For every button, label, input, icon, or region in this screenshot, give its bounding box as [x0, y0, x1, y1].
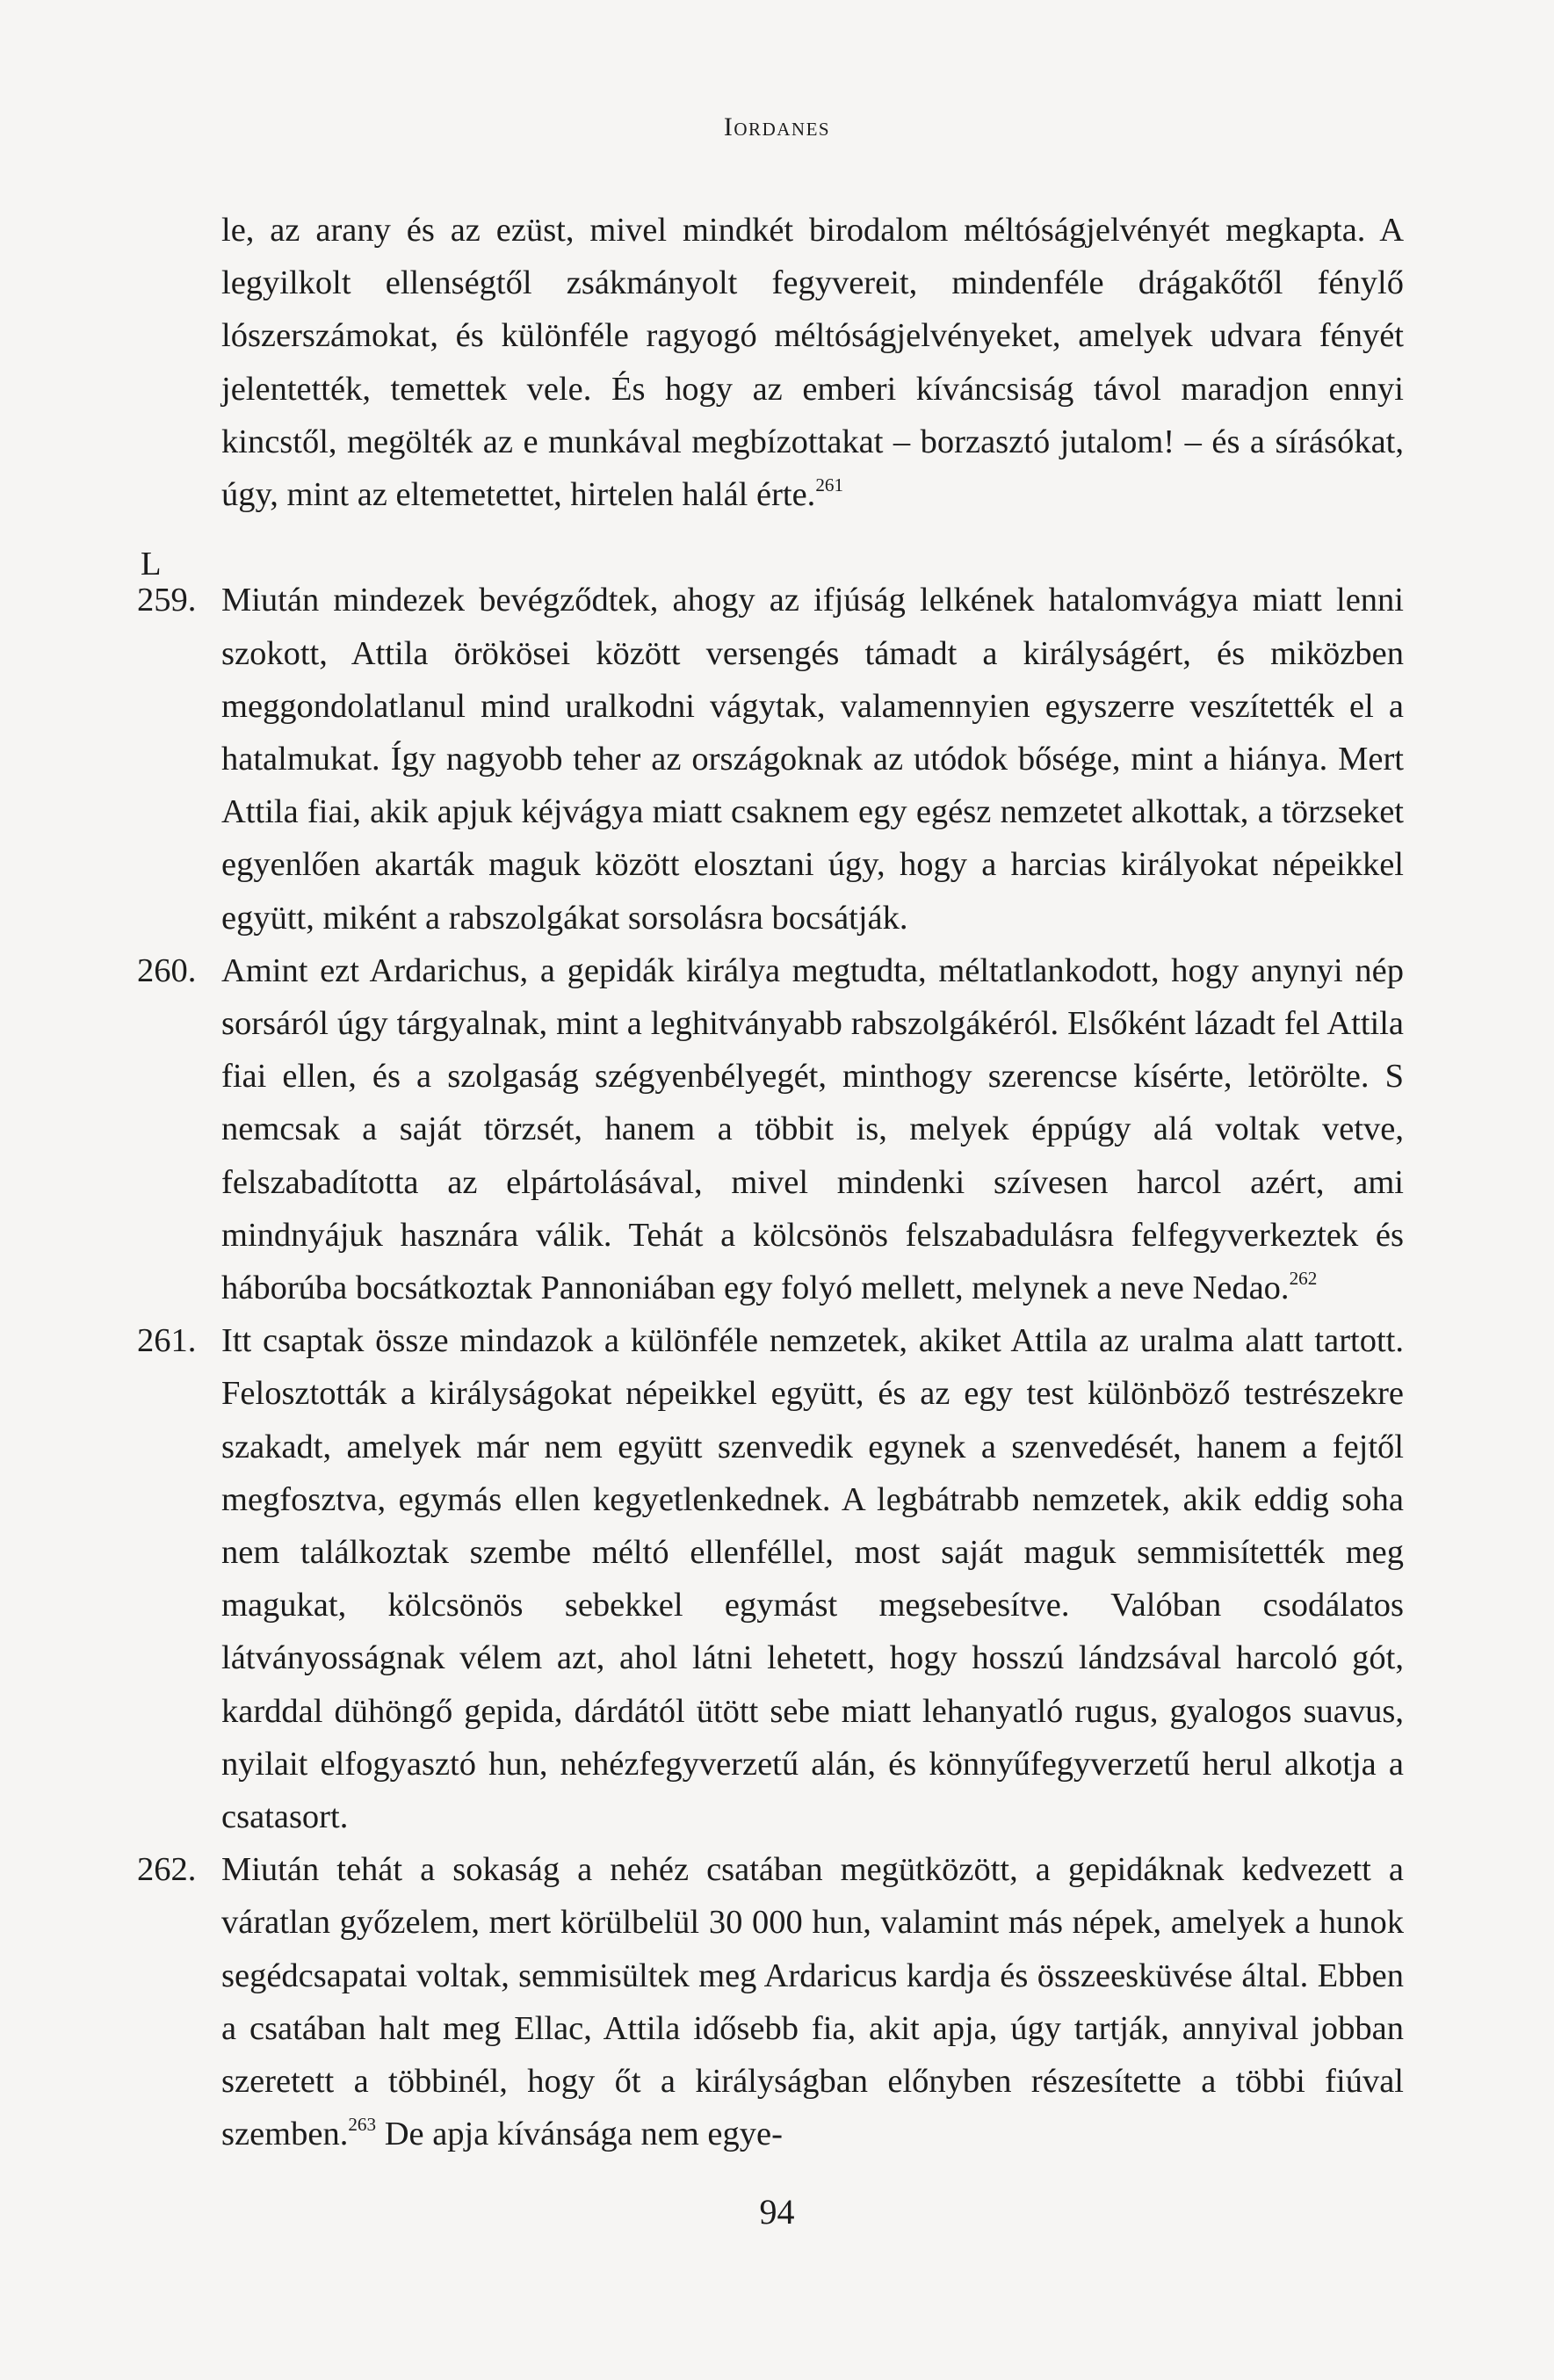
paragraph-text: Amint ezt Ardarichus, a gepidák királya megtudta, méltatlankodott, hogy anynyi nép sorsáról úgy tárgyalnak, mint a leghitványabb rabszolgákéról. Elsőként lázadt fel Attila fiai ellen, és a szolgaság szégyenbélyegét, minthogy szerencse kísérte, letörölte. S nemcsak a saját törzsét, hanem a többit is, melyek éppúgy alá voltak vetve, felszabadította az elpártolásával, mivel mindenki szívesen harcol azért, ami mindnyájuk hasznára válik. Tehát a kölcsönös felszabadulásra felfegyverkeztek és háborúba bocsátkoztak Pannoniában egy folyó mellett, melynek a neve Nedao.	[221, 951, 1404, 1307]
paragraph-continuation	[221, 204, 1404, 521]
paragraph-text: le, az arany és az ezüst, mivel mindkét birodalom méltóságjelvényét megkapta. A legyilkolt ellenségtől zsákmányolt fegyvereit, mindenféle drágakőtől fénylő lószerszámokat, és különféle ragyogó méltóságjelvényeket, amelyek udvara fényét jelentették, temettek vele. És hogy az emberi kíváncsiság távol maradjon ennyi kincstől, megölték az e munkával megbízottakat – borzasztó jutalom! – és a sírásókat, úgy, mint az eltemetettet, hirtelen halál érte.	[221, 212, 1404, 514]
paragraph-text: Miután mindezek bevégződtek, ahogy az ifjúság lelkének hatalomvágya miatt lenni szokott, Attila örökösei között versengés támadt a királyságért, és miközben meggondolatlanul mind uralkodni vágytak, valamennyien egyszerre veszítették el a hatalmukat. Így nagyobb teher az országoknak az utódok bősége, mint a hiánya. Mert Attila fiai, akik apjuk kéjvágya miatt csaknem egy egész nemzetet alkottak, a törzseket egyenlően akarták maguk között elosztani úgy, hogy a harcias királyokat népeikkel együtt, miként a rabszolgákat sorsolásra bocsátják.	[221, 582, 1404, 937]
section-number: 259.	[137, 582, 197, 619]
section-number: 262.	[137, 1851, 197, 1889]
paragraph-262	[137, 1843, 1404, 2160]
paragraph-260	[137, 944, 1404, 1314]
running-head: Iordanes	[723, 112, 831, 141]
main-text	[137, 204, 1404, 2161]
paragraph-261	[137, 1314, 1404, 1843]
footnote-marker: 261	[815, 474, 844, 496]
footnote-marker: 263	[348, 2114, 377, 2136]
paragraph-259	[137, 574, 1404, 944]
page-number: 94	[759, 2192, 795, 2232]
section-number: 261.	[137, 1322, 197, 1360]
footnote-marker: 262	[1289, 1268, 1318, 1290]
margin-letter: L	[141, 546, 162, 582]
paragraph-text: Miután tehát a sokaság a nehéz csatában megütközött, a gepidáknak kedvezett a váratlan győzelem, mert körülbelül 30 000 hun, valamint más népek, amelyek a hunok segédcsapatai voltak, semmisültek meg Ardaricus kardja és összeesküvése által. Ebben a csatában halt meg Ellac, Attila idősebb fia, akit apja, úgy tartják, annyival jobban szeretett a többinél, hogy őt a királyságban előnyben részesítette a többi fiúval szemben.	[221, 1851, 1404, 2153]
paragraph-text: Itt csaptak össze mindazok a különféle nemzetek, akiket Attila az uralma alatt tartott. Felosztották a királyságokat népeikkel együtt, és az egy test különböző testrészekre szakadt, amelyek már nem együtt szenvedik egynek a szenvedését, hanem a fejtől megfosztva, egymás ellen kegyetlenkednek. A legbátrabb nemzetek, akik eddig soha nem találkoztak szembe méltó ellenféllel, most saját maguk semmisítették meg magukat, kölcsönös sebekkel egymást megsebesítve. Valóban csodálatos látványosságnak vélem azt, ahol látni lehetett, hogy hosszú lándzsával harcoló gót, karddal dühöngő gepida, dárdától ütött sebe miatt lehanyatló rugus, gyalogos suavus, nyilait elfogyasztó hun, nehézfegyverzetű alán, és könnyűfegyverzetű herul alkotja a csatasort.	[221, 1322, 1404, 1836]
paragraph-text-tail: De apja kívánsága nem egye-	[376, 2116, 783, 2153]
section-number: 260.	[137, 951, 197, 989]
